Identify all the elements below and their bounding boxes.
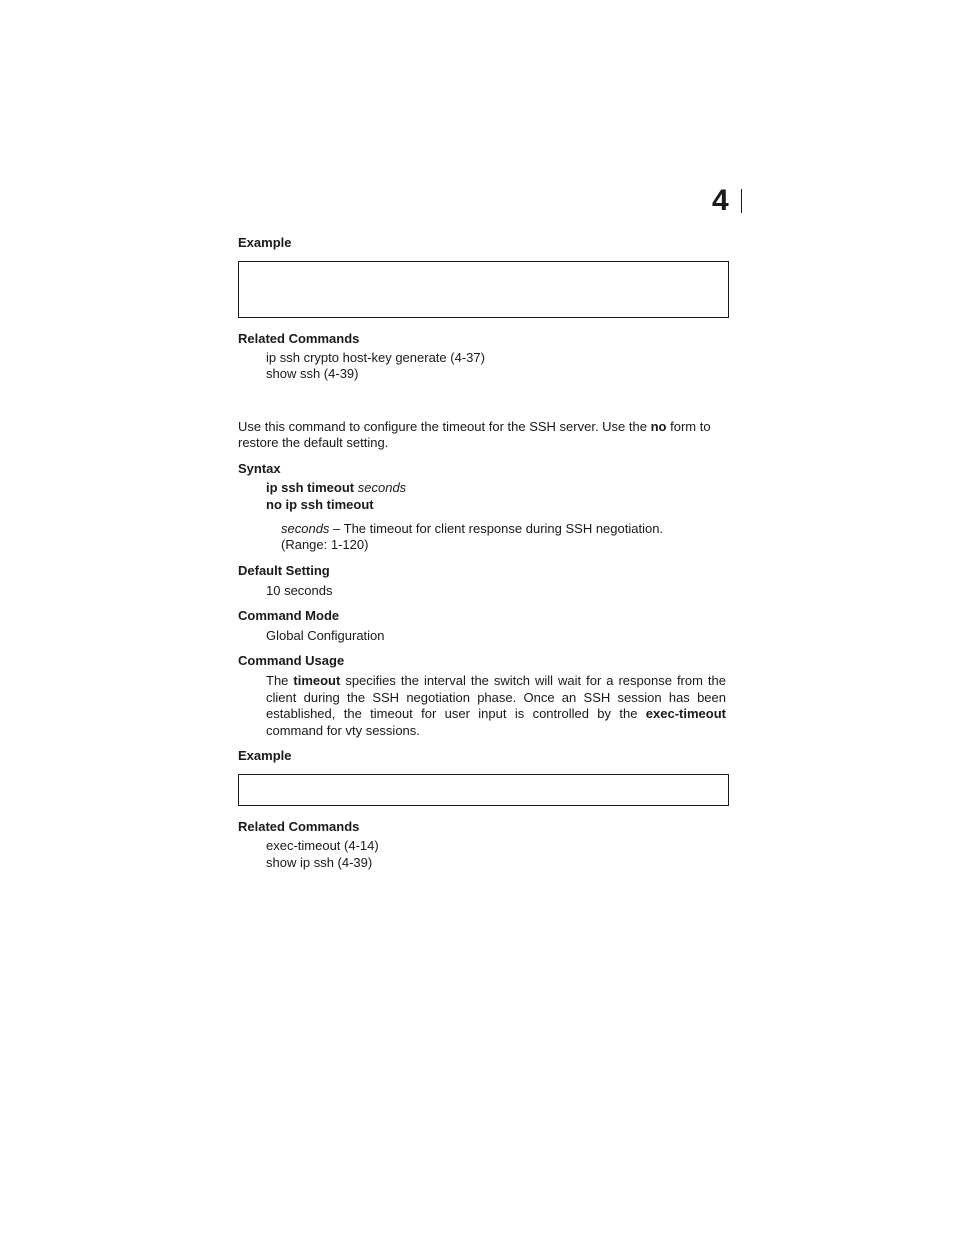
parameter-description <box>281 521 701 553</box>
description-text: form to <box>666 419 711 434</box>
parameter-name: seconds <box>281 521 330 536</box>
default-setting-value: 10 seconds <box>266 583 333 598</box>
syntax-command: ip ssh timeout <box>266 480 355 495</box>
syntax-command: no ip ssh timeout <box>266 497 374 512</box>
command-mode-heading: Command Mode <box>238 608 340 623</box>
syntax-line <box>266 480 406 496</box>
description-no-keyword: no <box>650 419 667 434</box>
syntax-parameter: seconds <box>357 480 407 495</box>
chapter-number: 4 <box>712 184 728 217</box>
example-heading: Example <box>238 748 292 763</box>
related-commands-heading: Related Commands <box>238 819 360 834</box>
command-mode-value: Global Configuration <box>266 628 385 643</box>
parameter-range: (Range: 1-120) <box>281 537 369 552</box>
example-code-box <box>238 774 729 806</box>
command-usage-heading: Command Usage <box>238 653 345 668</box>
default-setting-heading: Default Setting <box>238 563 330 578</box>
usage-keyword-timeout: timeout <box>293 673 341 688</box>
related-command-item: show ssh (4-39) <box>266 366 359 381</box>
usage-text: The <box>266 673 294 688</box>
command-description <box>238 419 730 451</box>
usage-text: command for vty sessions. <box>266 722 420 738</box>
related-command-item: show ip ssh (4-39) <box>266 855 373 870</box>
parameter-text: – The timeout for client response during SSH negotiation. <box>329 521 664 536</box>
description-text: Use this command to configure the timeout for the SSH server. Use the <box>238 419 651 434</box>
syntax-heading: Syntax <box>238 461 281 476</box>
related-commands-heading: Related Commands <box>238 331 360 346</box>
related-command-item: exec-timeout (4-14) <box>266 838 379 853</box>
related-command-item: ip ssh crypto host-key generate (4-37) <box>266 350 485 365</box>
description-text: restore the default setting. <box>238 435 389 450</box>
usage-keyword-exec-timeout: exec-timeout <box>645 706 726 721</box>
usage-text: specifies the interval the switch will wait for a response from the client during the SSH negotiation phase. Once an SSH session has been established, the timeout for user input is controlled by the <box>266 673 726 721</box>
chapter-rule <box>741 189 742 213</box>
example-heading: Example <box>238 235 292 250</box>
command-usage-text <box>266 673 726 739</box>
example-code-box <box>238 261 729 318</box>
syntax-line <box>266 497 374 513</box>
